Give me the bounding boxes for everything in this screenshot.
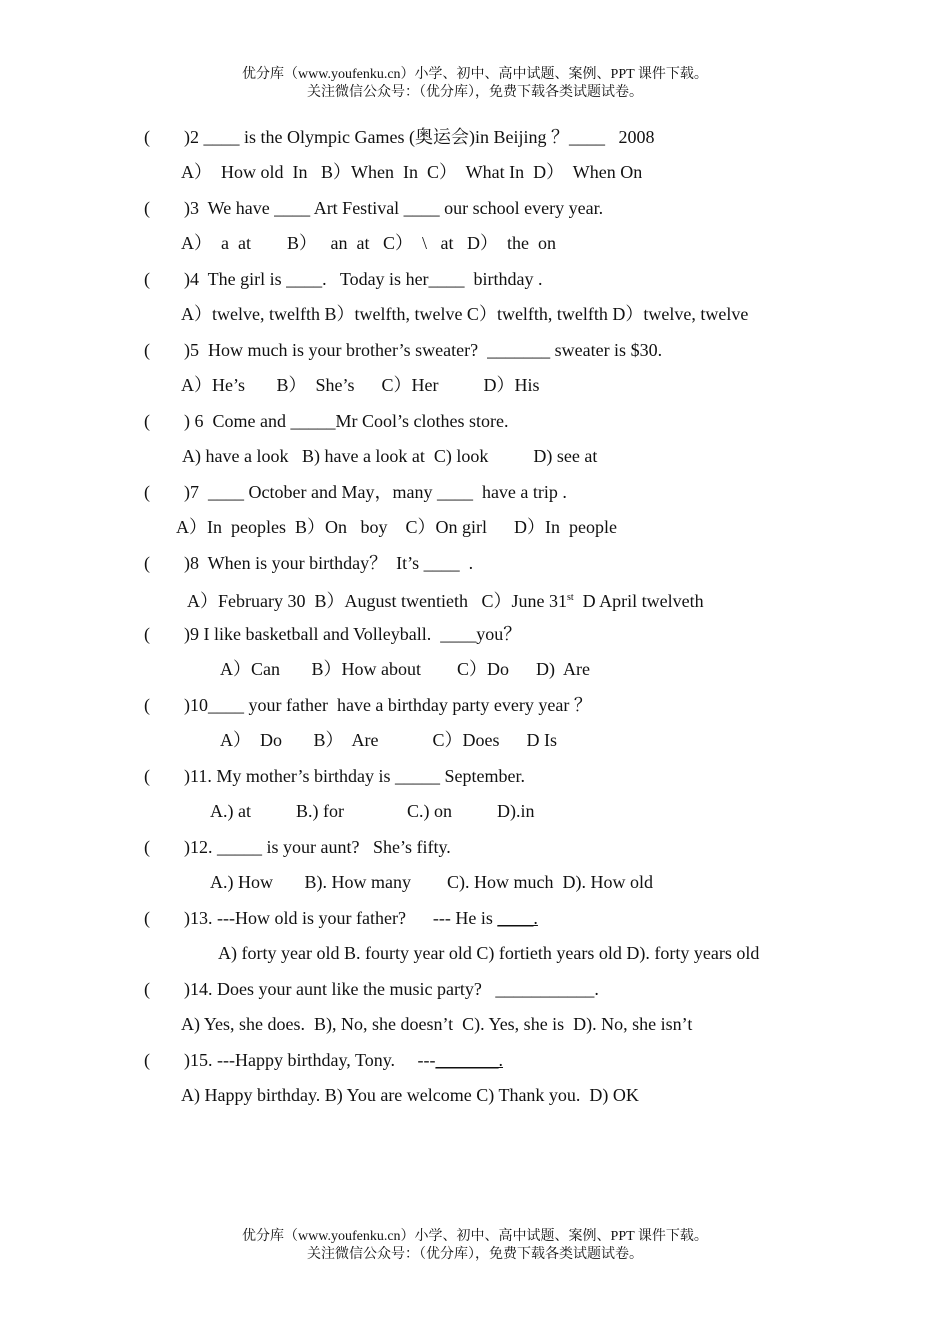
answer-paren: ( <box>144 695 150 715</box>
ordinal-suffix: st <box>566 592 574 603</box>
options-5: A）He’s B） She’s C）Her D）His <box>181 375 540 395</box>
question-8 <box>144 550 473 576</box>
answer-paren: ( <box>144 908 150 928</box>
question-text: ) 6 Come and _____Mr Cool’s clothes store. <box>184 411 509 431</box>
answer-paren: ( <box>144 482 150 502</box>
question-7 <box>144 479 567 505</box>
answer-paren: ( <box>144 553 150 573</box>
question-text: )3 We have ____ Art Festival ____ our school every year. <box>184 198 604 218</box>
answer-paren: ( <box>144 979 150 999</box>
answer-paren: ( <box>144 766 150 786</box>
question-12 <box>144 834 451 860</box>
options-14: A) Yes, she does. B), No, she doesn’t C). Yes, she is D). No, she isn’t <box>181 1014 693 1034</box>
options-8 <box>187 585 704 611</box>
question-text: )14. Does your aunt like the music party? ___________. <box>184 979 599 999</box>
question-text: )11. My mother’s birthday is _____ September. <box>184 766 525 786</box>
options-9: A）Can B）How about C）Do D) Are <box>220 659 590 679</box>
options-text: A）February 30 B）August twentieth C）June 31 <box>187 591 567 611</box>
footer-line-1: 优分库（www.youfenku.cn）小学、初中、高中试题、案例、PPT 课件下载。 <box>242 1229 708 1244</box>
question-2 <box>144 124 654 150</box>
options-4: A）twelve, twelfth B）twelfth, twelve C）twelfth, twelfth D）twelve, twelve <box>181 304 749 324</box>
question-text: )10____ your father have a birthday party every year ？ <box>184 695 592 715</box>
question-text: )4 The girl is ____. Today is her____ birthday . <box>184 269 543 289</box>
options-3: A） a at B） an at C） \ at D） the on <box>181 233 556 253</box>
question-14 <box>144 976 599 1002</box>
question-text: )12. _____ is your aunt? She’s fifty. <box>184 837 451 857</box>
answer-paren: ( <box>144 837 150 857</box>
options-10: A） Do B） Are C）Does D Is <box>220 730 557 750</box>
options-13: A) forty year old B. fourty year old C) fortieth years old D). forty years old <box>218 943 760 963</box>
question-4 <box>144 266 543 292</box>
question-text: )13. ---How old is your father? --- He is <box>184 908 498 928</box>
question-text: )8 When is your birthday？ It’s ____ . <box>184 553 474 573</box>
question-10 <box>144 692 592 718</box>
answer-paren: ( <box>144 269 150 289</box>
question-5 <box>144 337 662 363</box>
question-11 <box>144 763 525 789</box>
page-footer <box>0 1228 950 1264</box>
question-9 <box>144 621 521 647</box>
header-line-1: 优分库（www.youfenku.cn）小学、初中、高中试题、案例、PPT 课件下载。 <box>242 67 708 82</box>
question-text: )9 I like basketball and Volleyball. ____you？ <box>184 624 522 644</box>
question-text: )2 ____ is the Olympic Games (奥运会)in Beijing ？____ 2008 <box>184 127 655 147</box>
answer-paren: ( <box>144 411 150 431</box>
options-7: A）In peoples B）On boy C）On girl D）In people <box>176 517 617 537</box>
header-line-2: 关注微信公众号：（优分库），免费下载各类试题试卷。 <box>307 85 643 100</box>
question-text: )7 ____ October and May，many ____ have a trip . <box>184 482 567 502</box>
answer-paren: ( <box>144 1050 150 1070</box>
question-text: )15. ---Happy birthday, Tony. --- <box>184 1050 436 1070</box>
options-12: A.) How B). How many C). How much D). How old <box>210 872 653 892</box>
question-13 <box>144 905 538 931</box>
options-text-end: D April twelveth <box>573 591 704 611</box>
options-6: A) have a look B) have a look at C) look D) see at <box>182 446 598 466</box>
page-header <box>0 66 950 102</box>
options-2: A） How old In B）When In C） What In D） When On <box>181 162 643 182</box>
options-11: A.) at B.) for C.) on D).in <box>210 801 535 821</box>
question-3 <box>144 195 603 221</box>
question-6 <box>144 408 508 434</box>
answer-blank: _______. <box>435 1050 504 1070</box>
answer-blank: ____. <box>497 908 538 928</box>
answer-paren: ( <box>144 198 150 218</box>
answer-paren: ( <box>144 340 150 360</box>
question-text: )5 How much is your brother’s sweater? _______ sweater is $30. <box>184 340 663 360</box>
footer-line-2: 关注微信公众号：（优分库），免费下载各类试题试卷。 <box>307 1247 643 1262</box>
answer-paren: ( <box>144 127 150 147</box>
question-15 <box>144 1047 503 1073</box>
answer-paren: ( <box>144 624 150 644</box>
options-15: A) Happy birthday. B) You are welcome C) Thank you. D) OK <box>181 1085 639 1105</box>
